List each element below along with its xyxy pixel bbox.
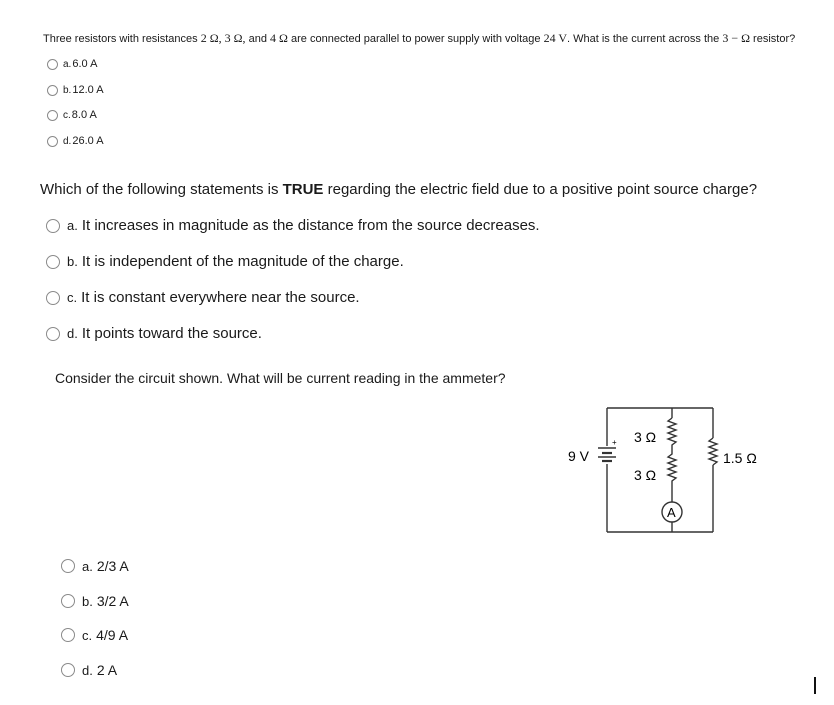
option-letter: c. [63,109,71,121]
resistor-right-label: 1.5 Ω [723,450,757,466]
option-text: It is independent of the magnitude of the charge. [81,253,404,270]
q1-voltage: 24 V [543,31,568,45]
resistor-bottom-label: 3 Ω [634,467,657,483]
q1-option-a[interactable] [47,58,97,70]
option-text: It is constant everywhere near the source. [81,289,360,306]
option-letter: a. [63,58,72,70]
q1-text-and: and [245,33,271,45]
battery-plus-sign: + [612,438,617,447]
option-letter: d. [82,662,93,678]
option-text: It increases in magnitude as the distance from the source decreases. [81,217,540,234]
option-text: 3/2 A [96,593,129,609]
q3-option-b[interactable] [61,593,129,609]
radio-button[interactable] [47,136,58,147]
option-text: It points toward the source. [81,325,262,342]
q1-text-mid: are connected parallel to power supply with voltage [287,33,544,45]
option-text: 26.0 A [72,135,104,147]
question-3-text: Consider the circuit shown. What will be current reading in the ammeter? [55,370,506,386]
option-letter: b. [82,593,93,609]
radio-button[interactable] [61,628,75,642]
option-text: 2/3 A [96,558,129,574]
resistor-right [709,438,717,465]
option-letter: d. [63,135,72,147]
battery-voltage-label: 9 V [568,448,590,464]
q1-text-after: . What is the current across the [567,33,723,45]
q1-text-before: Three resistors with resistances [43,33,201,45]
q1-resistance-3: 4 Ω [270,31,288,45]
q2-option-d[interactable] [46,325,262,342]
radio-button[interactable] [61,559,75,573]
q2-emphasis: TRUE [282,181,324,198]
ammeter-label: A [667,505,676,520]
option-letter: a. [82,558,93,574]
option-letter: d. [67,326,78,341]
q3-option-c[interactable] [61,627,128,643]
circuit-diagram-full [560,398,775,538]
q1-option-c[interactable] [47,109,97,121]
radio-button[interactable] [46,327,60,341]
q2-option-c[interactable] [46,289,360,306]
option-letter: c. [82,627,93,643]
q1-target-resistor: 3 − Ω [722,31,750,45]
radio-button[interactable] [46,291,60,305]
q2-text-before: Which of the following statements is [40,181,283,198]
q1-option-d[interactable] [47,135,104,147]
resistor-top-label: 3 Ω [634,429,657,445]
q1-resistances: 2 Ω, 3 Ω, [200,31,246,45]
option-text: 2 A [96,662,118,678]
q1-text-end: resistor? [750,33,796,45]
q2-option-b[interactable] [46,253,404,270]
q3-option-a[interactable] [61,558,129,574]
radio-button[interactable] [47,85,58,96]
option-letter: b. [67,254,78,269]
option-letter: b. [63,84,72,96]
radio-button[interactable] [61,663,75,677]
option-text: 12.0 A [72,84,104,96]
question-1-text [43,31,795,46]
option-letter: c. [67,290,78,305]
radio-button[interactable] [47,110,58,121]
option-text: 8.0 A [71,109,97,121]
radio-button[interactable] [46,255,60,269]
radio-button[interactable] [61,594,75,608]
option-text: 4/9 A [96,627,129,643]
option-letter: a. [67,218,78,233]
q1-option-b[interactable] [47,84,104,96]
option-text: 6.0 A [72,58,98,70]
text-cursor [814,677,816,694]
question-2-text [40,181,757,198]
radio-button[interactable] [47,59,58,70]
resistor-middle [668,418,676,502]
q2-option-a[interactable] [46,217,540,234]
radio-button[interactable] [46,219,60,233]
q3-option-d[interactable] [61,662,117,678]
q2-text-after: regarding the electric field due to a positive point source charge? [323,181,758,198]
